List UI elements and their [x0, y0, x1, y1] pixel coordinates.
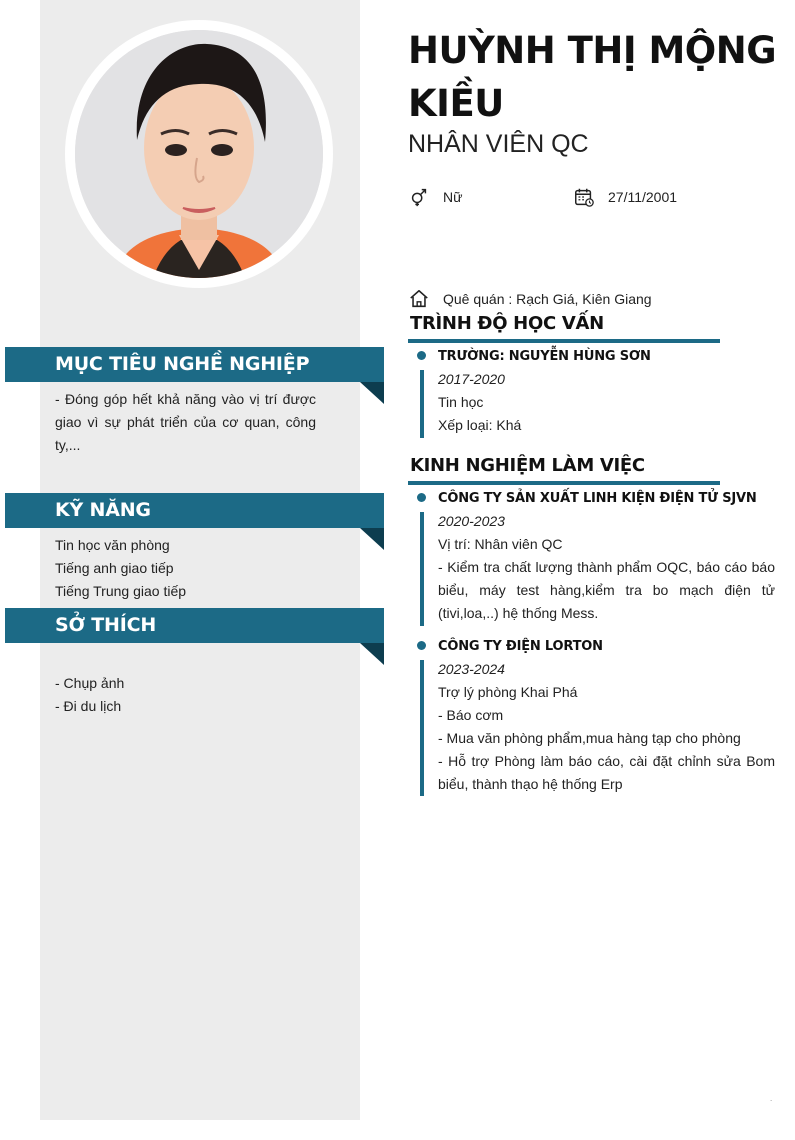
timeline-bar [420, 370, 424, 438]
avatar-photo [75, 30, 323, 278]
hometown-value: Quê quán : Rạch Giá, Kiên Giang [443, 291, 652, 307]
gender-icon [408, 186, 430, 208]
education-major: Tin học [438, 394, 484, 410]
birthdate-info [573, 186, 677, 208]
timeline-bar [420, 660, 424, 796]
hobbies-heading: SỞ THÍCH [5, 608, 384, 643]
calendar-icon [573, 186, 595, 208]
skills-list [55, 534, 316, 603]
hobby-item: - Đi du lịch [55, 698, 122, 714]
skill-item: Tiếng Trung giao tiếp [55, 583, 187, 599]
footer-mark: . [770, 1094, 773, 1103]
hobbies-ribbon-fold [360, 643, 384, 665]
hometown-info [408, 288, 652, 310]
education-grade: Xếp loại: Khá [438, 417, 522, 433]
timeline-bar [420, 512, 424, 626]
skills-heading: KỸ NĂNG [5, 493, 384, 528]
experience-position: Trợ lý phòng Khai Phá [438, 684, 578, 700]
experience-entry [408, 635, 775, 796]
school-name: TRƯỜNG: NGUYỄN HÙNG SƠN [438, 349, 651, 364]
full-name: HUỲNH THỊ MỘNG KIỀU [408, 29, 777, 125]
skill-item: Tin học văn phòng [55, 537, 170, 553]
experience-position: Vị trí: Nhân viên QC [438, 536, 563, 552]
education-period: 2017-2020 [438, 371, 505, 387]
experience-detail: - Mua văn phòng phẩm,mua hàng tạp cho phòng [438, 730, 741, 746]
job-title: NHÂN VIÊN QC [408, 130, 589, 158]
gender-value: Nữ [443, 189, 463, 205]
company-name: CÔNG TY ĐIỆN LORTON [438, 639, 603, 654]
avatar [75, 30, 323, 278]
skills-ribbon-fold [360, 528, 384, 550]
education-entry [408, 345, 775, 437]
experience-detail: - Hỗ trợ Phòng làm báo cáo, cài đặt chỉnh sửa Bom biểu, thành thạo hệ thống Erp [438, 753, 775, 792]
experience-detail: - Kiểm tra chất lượng thành phẩm OQC, báo cáo báo biểu, máy test hàng,kiểm tra bo mạch điện tử (tivi,loa,..) hệ thống Mess. [438, 559, 775, 621]
experience-detail: - Báo cơm [438, 707, 504, 723]
skill-item: Tiếng anh giao tiếp [55, 560, 174, 576]
education-heading: TRÌNH ĐỘ HỌC VẤN [410, 313, 604, 334]
objective-ribbon-fold [360, 382, 384, 404]
experience-period: 2020-2023 [438, 513, 505, 529]
home-icon [408, 288, 430, 310]
objective-heading: MỤC TIÊU NGHỀ NGHIỆP [5, 347, 384, 382]
timeline-dot [417, 351, 426, 360]
experience-period: 2023-2024 [438, 661, 505, 677]
hobby-item: - Chụp ảnh [55, 675, 125, 691]
objective-text: - Đóng góp hết khả năng vào vị trí được giao vì sự phát triển của cơ quan, công ty,... [55, 391, 316, 453]
experience-heading: KINH NGHIỆM LÀM VIỆC [410, 455, 645, 476]
hobbies-list [55, 672, 316, 718]
company-name: CÔNG TY SẢN XUẤT LINH KIỆN ĐIỆN TỬ SJVN [438, 491, 757, 506]
birthdate-value: 27/11/2001 [608, 189, 678, 205]
timeline-dot [417, 641, 426, 650]
timeline-dot [417, 493, 426, 502]
education-rule [408, 339, 720, 343]
experience-entry [408, 487, 775, 625]
gender-info [408, 186, 462, 208]
experience-rule [408, 481, 720, 485]
